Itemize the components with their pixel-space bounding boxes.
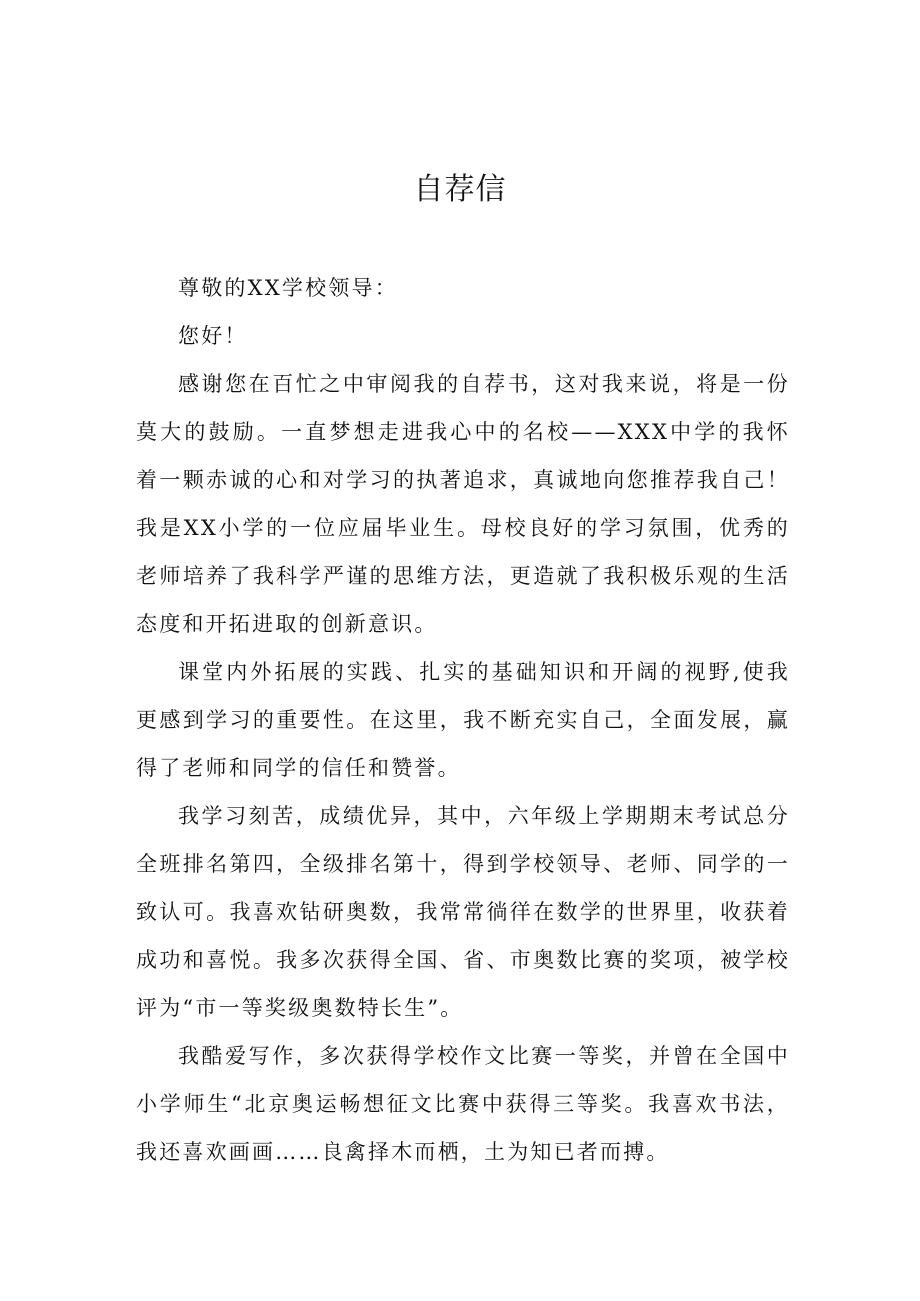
paragraph: 我学习刻苦，成绩优异，其中，六年级上学期期末考试总分全班排名第四，全级排名第十，得到学校领导、老师、同学的一致认可。我喜欢钻研奥数，我常常徜徉在数学的世界里，收获着成功和喜悦。我多次获得全国、省、市奥数比赛的奖项，被学校评为“市一等奖级奥数特长生”。 [136,804,790,1020]
greeting: 您好！ [178,324,248,348]
salutation: 尊敬的XX学校领导： [178,276,398,300]
paragraph: 我酷爱写作，多次获得学校作文比赛一等奖，并曾在全国中小学师生“北京奥运畅想征文比赛中获得三等奖。我喜欢书法，我还喜欢画画……良禽择木而栖，土为知已者而搏。 [136,1044,790,1164]
paragraph: 课堂内外拓展的实践、扎实的基础知识和开阔的视野,使我更感到学习的重要性。在这里，我不断充实自己，全面发展，赢得了老师和同学的信任和赞誉。 [136,660,790,780]
document-title: 自荐信 [413,172,507,207]
paragraph: 感谢您在百忙之中审阅我的自荐书，这对我来说，将是一份莫大的鼓励。一直梦想走进我心中的名校——XXX中学的我怀着一颗赤诚的心和对学习的执著追求，真诚地向您推荐我自己！我是XX小学的一位应届毕业生。母校良好的学习氛围，优秀的老师培养了我科学严谨的思维方法，更造就了我积极乐观的生活态度和开拓进取的创新意识。 [136,372,790,636]
letter-body [136,264,790,1176]
